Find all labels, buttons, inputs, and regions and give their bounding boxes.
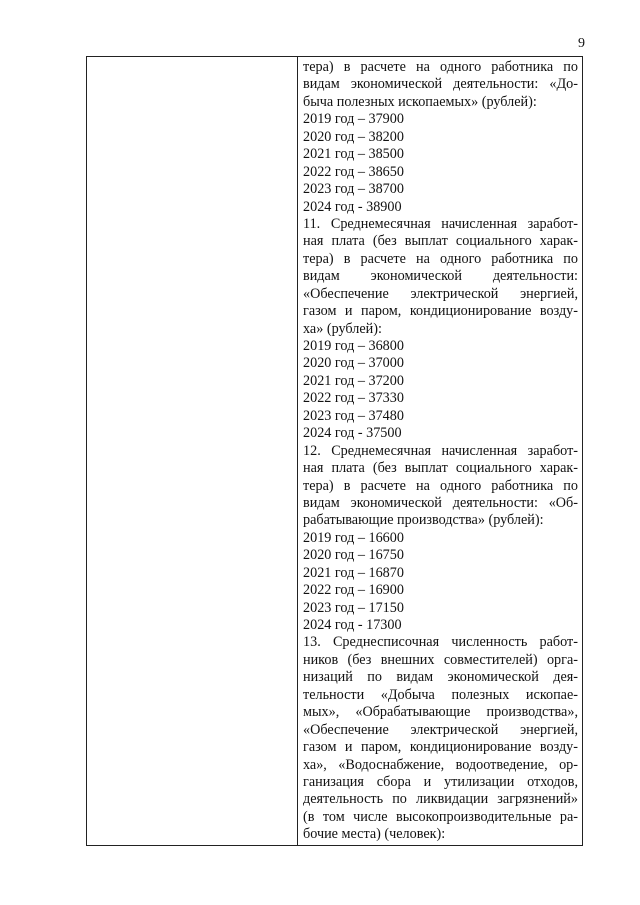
text-line: 2024 год - 38900	[303, 198, 402, 215]
text-line: 2024 год - 17300	[303, 617, 402, 633]
text-line: 12. Среднемесячная начисленная заработ-	[303, 442, 578, 459]
text-line: видам экономической деятельности:	[303, 268, 578, 285]
text-line: 2024 год - 37500	[303, 425, 402, 442]
text-line: 2023 год – 38700	[303, 181, 404, 198]
document-table	[86, 56, 583, 846]
text-line: видам экономической деятельности: «Об-	[303, 494, 578, 511]
table-left-column	[87, 57, 298, 845]
text-line: тера) в расчете на одного работника по	[303, 250, 578, 267]
text-line: рабатывающие производства» (рублей):	[303, 512, 544, 529]
text-line: 2019 год – 16600	[303, 529, 404, 546]
text-line: 13. Среднесписочная численность работ-	[303, 634, 578, 651]
text-line: 2022 год – 38650	[303, 163, 404, 180]
text-line: 2020 год – 38200	[303, 128, 404, 145]
text-line: 2019 год – 37900	[303, 111, 404, 128]
text-line: низаций по видам экономической дея-	[303, 669, 578, 686]
table-right-column	[298, 57, 582, 845]
text-line: тера) в расчете на одного работника по	[303, 59, 578, 75]
page-number: 9	[578, 36, 585, 51]
text-line: ная плата (без выплат социального харак-	[303, 460, 578, 477]
text-line: ников (без внешних совместителей) орга-	[303, 651, 578, 668]
text-line: 2021 год – 16870	[303, 564, 404, 581]
text-line: бочие места) (человек):	[303, 826, 446, 843]
text-line: «Обеспечение электрической энергией,	[303, 721, 578, 738]
text-line: 2019 год – 36800	[303, 338, 404, 354]
text-line: тельности «Добыча полезных ископае-	[303, 686, 578, 703]
text-line: 11. Среднемесячная начисленная заработ-	[303, 215, 578, 232]
text-line: газом и паром, кондиционирование возду-	[303, 739, 578, 756]
text-line: ганизация сбора и утилизации отходов,	[303, 773, 578, 790]
text-line: 2020 год – 37000	[303, 355, 404, 372]
text-line: газом и паром, кондиционирование возду-	[303, 303, 578, 320]
text-line: 2021 год – 37200	[303, 372, 404, 389]
text-line: 2022 год – 16900	[303, 582, 404, 599]
text-line: 2023 год – 37480	[303, 407, 404, 424]
text-line: 2020 год – 16750	[303, 547, 404, 564]
text-line: мых», «Обрабатывающие производства»,	[303, 704, 578, 721]
text-line: видам экономической деятельности: «До-	[303, 76, 578, 93]
text-line: 2022 год – 37330	[303, 390, 404, 407]
text-line: (в том числе высокопроизводительные ра-	[303, 808, 578, 825]
text-line: тера) в расчете на одного работника по	[303, 477, 578, 494]
text-line: ха» (рублей):	[303, 320, 382, 337]
text-line: ха», «Водоснабжение, водоотведение, ор-	[303, 756, 578, 773]
text-line: ная плата (без выплат социального харак-	[303, 233, 578, 250]
text-line: «Обеспечение электрической энергией,	[303, 285, 578, 302]
text-line: 2023 год – 17150	[303, 599, 404, 616]
text-line: 2021 год – 38500	[303, 146, 404, 163]
text-line: деятельность по ликвидации загрязнений»	[303, 791, 578, 808]
text-line: быча полезных ископаемых» (рублей):	[303, 93, 537, 110]
